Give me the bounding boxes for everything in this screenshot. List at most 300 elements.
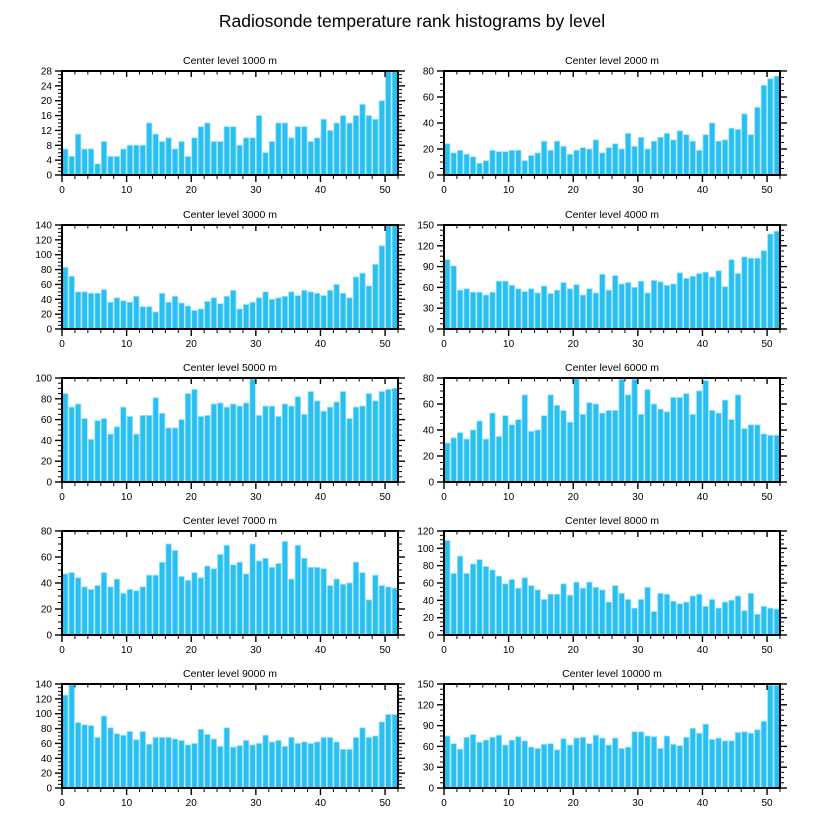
bar [638,732,643,788]
bar [464,439,469,482]
bar [250,138,255,175]
y-tick-label: 40 [422,118,434,130]
bar [457,433,462,482]
y-tick-label: 20 [40,456,52,468]
bar [774,231,779,329]
bar [218,142,223,175]
bar [522,395,527,482]
bar [554,405,559,482]
bar [315,742,320,788]
subplot-center-level-8000-m [417,515,787,656]
bar [166,544,171,635]
bar [645,293,650,329]
y-tick-label: 0 [46,324,52,336]
bar [645,587,650,635]
bar [716,608,721,635]
bar [127,590,132,636]
bar [509,285,514,329]
bar [373,401,378,482]
bar [490,150,495,175]
bar [671,284,676,329]
bar [256,561,261,635]
bar [282,123,287,175]
bar [237,746,242,788]
bar [748,593,753,635]
bar [632,608,637,635]
bar [567,422,572,482]
y-tick-label: 40 [40,435,52,447]
bar [69,573,74,635]
bar [619,748,624,788]
y-tick-label: 8 [46,140,52,152]
bar [445,144,450,175]
bar [263,558,268,635]
bar [535,590,540,635]
bar [716,413,721,482]
bar [386,389,391,482]
bar [231,747,236,788]
bar [108,728,113,788]
y-tick-label: 80 [40,526,52,538]
bar [269,567,274,635]
bar [302,742,307,788]
bar [88,726,93,788]
bar [658,593,663,635]
bar [379,722,384,788]
bar [625,133,630,175]
bar [211,569,216,635]
subplot-title: Center level 2000 m [565,55,659,67]
y-tick-label: 60 [422,92,434,104]
bar [295,397,300,482]
x-tick-label: 30 [250,645,262,656]
bar [95,293,100,329]
bar [535,293,540,329]
bar [315,138,320,175]
y-tick-label: 12 [40,125,52,137]
bar [237,145,242,175]
bar [95,421,100,482]
bar [483,439,488,482]
bar [625,599,630,635]
bar [470,292,475,329]
bar [108,434,113,482]
bar [703,606,708,635]
bar [179,420,184,482]
bar [269,142,274,175]
bar [95,164,100,175]
bar [69,407,74,482]
x-tick-label: 10 [503,492,515,503]
bar [88,293,93,329]
bar [315,567,320,635]
x-tick-label: 30 [250,798,262,809]
bar [256,415,261,482]
bar [386,71,391,175]
bar [69,276,74,329]
bar [658,409,663,482]
bar [729,260,734,329]
bar [392,588,397,635]
x-tick-label: 0 [59,492,65,503]
bar [269,742,274,788]
bar [658,282,663,329]
bar [464,289,469,329]
bar [548,594,553,635]
bar [748,733,753,788]
bar [535,430,540,482]
bars [445,378,780,482]
bar [496,281,501,329]
bar [114,156,119,175]
bar [671,140,676,175]
y-tick-label: 40 [40,753,52,765]
bar [192,389,197,482]
bar [755,107,760,175]
bar [153,398,158,482]
subplot-title: Center level 5000 m [183,362,277,374]
bar [774,685,779,788]
bar [561,739,566,788]
x-tick-label: 0 [441,339,447,350]
bar [127,145,132,175]
bar [340,116,345,175]
bar [159,562,164,635]
bar [256,298,261,329]
bar [134,434,139,482]
bar [218,554,223,635]
bar [600,274,605,329]
x-tick-label: 10 [121,645,133,656]
bar [580,295,585,329]
bar [134,296,139,329]
y-tick-label: 40 [40,578,52,590]
bar [75,578,80,635]
bar [606,290,611,329]
bar [722,400,727,482]
x-tick-label: 40 [314,185,327,196]
bar [205,123,210,175]
bar [353,737,358,788]
bar [88,149,93,175]
x-tick-label: 10 [121,339,133,350]
bar [535,748,540,788]
bar [121,149,126,175]
bar [490,292,495,329]
bar [302,127,307,175]
bar [445,541,450,635]
bar [134,591,139,635]
bar [703,135,708,175]
subplot-center-level-3000-m [35,209,405,350]
bar [619,149,624,175]
bar [516,150,521,175]
bar [638,599,643,635]
bar [95,586,100,635]
bar [321,296,326,329]
y-tick-label: 0 [428,630,434,642]
bar [658,137,663,175]
bar [445,736,450,788]
bar [179,577,184,636]
bar [774,609,779,635]
bar [243,304,248,329]
bar [205,735,210,788]
bar [308,142,313,175]
bar [308,292,313,329]
y-tick-label: 80 [40,265,52,277]
bar [192,743,197,788]
x-tick-label: 50 [379,339,391,350]
x-tick-label: 10 [121,492,133,503]
bar [373,119,378,175]
y-tick-label: 90 [422,721,434,733]
bar [327,290,332,329]
bar [580,737,585,788]
bar [768,608,773,635]
bar [722,287,727,329]
subplot-title: Center level 7000 m [183,515,277,527]
bar [470,157,475,175]
bar [327,737,332,788]
bar [457,749,462,788]
bar [703,381,708,482]
bar [263,735,268,788]
bar [606,148,611,175]
x-tick-label: 10 [503,645,515,656]
bar [671,601,676,635]
subplot-center-level-6000-m [423,362,787,503]
bar [748,135,753,175]
bar [366,286,371,329]
bar [75,404,80,482]
x-tick-label: 0 [59,798,65,809]
bar [237,562,242,635]
bar [684,394,689,482]
bar [554,290,559,329]
y-tick-label: 0 [428,783,434,795]
bar [477,742,482,788]
bar [185,745,190,788]
bar [198,729,203,788]
y-tick-label: 30 [422,303,434,315]
bar [172,149,177,175]
bar [619,284,624,329]
y-tick-label: 20 [40,309,52,321]
bar [82,149,87,175]
x-tick-label: 30 [632,339,644,350]
bar [224,296,229,329]
bar [645,149,650,175]
y-tick-label: 20 [40,768,52,780]
bar [600,738,605,788]
bar [761,434,766,482]
bar [256,116,261,175]
bar [742,429,747,482]
bar [295,743,300,788]
bar [224,407,229,482]
bar [651,737,656,788]
bar [606,602,611,635]
bar [664,736,669,788]
bar [587,289,592,329]
subplot-center-level-5000-m [35,362,405,503]
bar [451,153,456,175]
bar [632,287,637,329]
bar [748,258,753,329]
bar [327,130,332,175]
bar [567,595,572,635]
bar [101,419,106,482]
bar [340,392,345,482]
bar [250,379,255,482]
x-tick-label: 0 [441,798,447,809]
bar [625,747,630,788]
bar [392,225,397,329]
bar [709,123,714,175]
subplot-title: Center level 3000 m [183,209,277,221]
bar [302,290,307,329]
bar [386,225,391,329]
bar [541,286,546,329]
bar [457,556,462,635]
bar [353,277,358,329]
bar [159,737,164,788]
bar [716,141,721,175]
bar [567,289,572,329]
bar [185,394,190,482]
bar [483,567,488,635]
y-tick-label: 0 [46,170,52,182]
bar [121,735,126,788]
bar [529,431,534,482]
bar [379,101,384,175]
x-tick-label: 40 [696,339,709,350]
bar [108,587,113,635]
bars [445,231,780,329]
bar [205,415,210,482]
bar [684,135,689,175]
bar [774,76,779,175]
bar [360,104,365,175]
bar [522,161,527,175]
bar [121,593,126,635]
x-tick-label: 0 [59,339,65,350]
bar [509,740,514,788]
bar [282,404,287,482]
bar [211,404,216,482]
bar [600,590,605,635]
bar [295,296,300,329]
bar [587,403,592,482]
bar [503,152,508,175]
subplot-center-level-2000-m [423,55,787,196]
bar [729,128,734,175]
bar [690,596,695,635]
bar [490,413,495,482]
y-tick-label: 100 [35,709,52,721]
bar [613,586,618,635]
x-tick-label: 0 [59,185,65,196]
bar [366,600,371,635]
bar [140,145,145,175]
bar [761,606,766,635]
x-tick-label: 20 [567,492,579,503]
x-tick-label: 30 [632,185,644,196]
bar [451,573,456,635]
bar [625,283,630,329]
y-tick-label: 120 [35,694,52,706]
bar [735,130,740,176]
y-tick-label: 80 [422,373,434,385]
bar [289,138,294,175]
x-tick-label: 40 [314,798,327,809]
bar [593,587,598,635]
bar [153,312,158,329]
bar [108,302,113,329]
x-tick-label: 20 [185,185,197,196]
bar [587,744,592,788]
bar [360,406,365,482]
bar [522,741,527,788]
bar [755,730,760,788]
bar [722,602,727,635]
subplot-center-level-10000-m [417,668,787,809]
bar [748,425,753,482]
bar [697,274,702,329]
bar [392,71,397,175]
bar [308,743,313,788]
bar [140,307,145,329]
bar [224,728,229,788]
bar [509,150,514,175]
bar [166,302,171,329]
x-tick-label: 10 [503,185,515,196]
bar [198,309,203,329]
x-tick-label: 50 [761,798,773,809]
subplot-title: Center level 6000 m [565,362,659,374]
bar [593,140,598,175]
bar [366,394,371,482]
bar [263,153,268,175]
x-tick-label: 20 [567,645,579,656]
bar [159,293,164,329]
bar [768,685,773,788]
bar [172,739,177,788]
bar [159,413,164,482]
bar [664,412,669,482]
bar [101,716,106,788]
subplot-title: Center level 1000 m [183,55,277,67]
bar [548,150,553,175]
bar [82,587,87,635]
bar [379,586,384,635]
bar [321,411,326,482]
bar [554,750,559,788]
subplot-center-level-1000-m [41,55,405,196]
x-tick-label: 0 [441,185,447,196]
bar [101,573,106,635]
bar [490,570,495,635]
bar [509,425,514,482]
bar [373,575,378,635]
bar [379,246,384,329]
y-tick-label: 80 [40,394,52,406]
bar [755,614,760,635]
bar [477,163,482,175]
bar [645,736,650,788]
bar [651,141,656,175]
